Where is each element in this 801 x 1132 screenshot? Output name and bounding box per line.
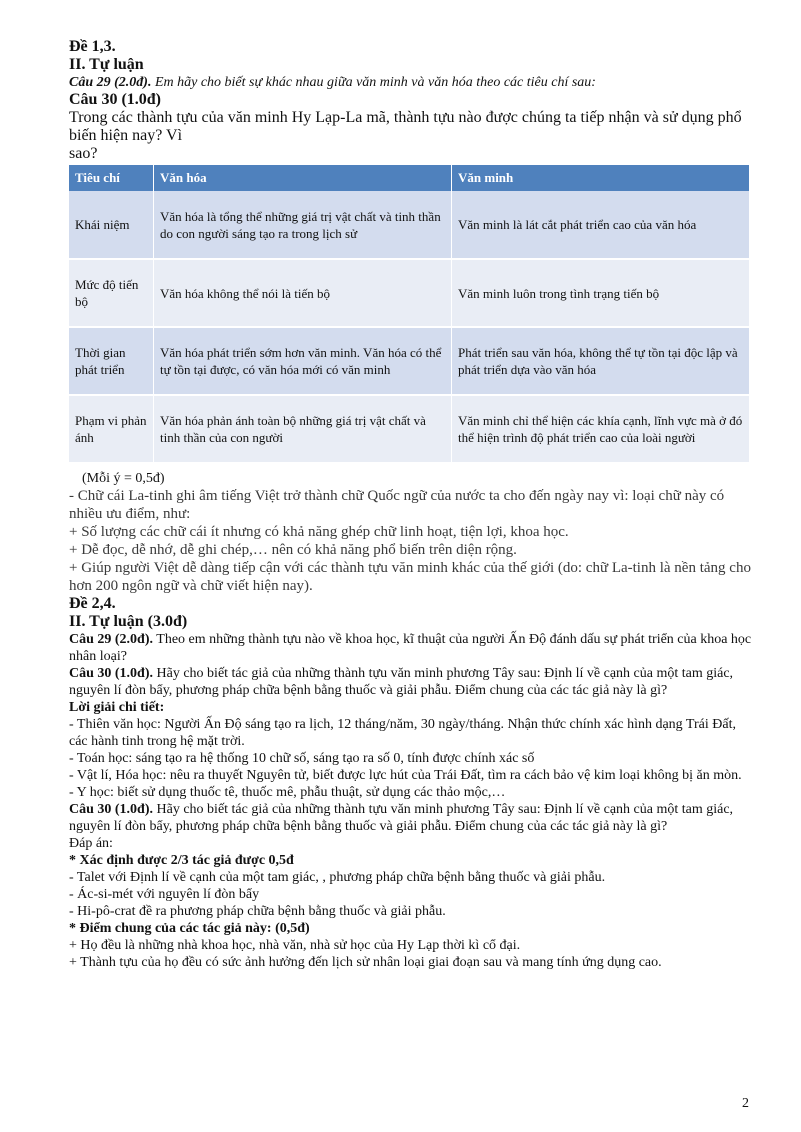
question-29-label: Câu 29 (2.0đ). [69,75,152,90]
answer-point: + Số lượng các chữ cái ít nhưng có khả năng ghép chữ linh hoạt, tiện lợi, khoa học. [69,524,569,540]
table-header-criteria: Tiêu chí [69,165,154,191]
answer-point: - Hi-pô-crat đề ra phương pháp chữa bệnh bằng thuốc và giải phẫu. [69,904,446,919]
table-cell: Văn hóa là tổng thể những giá trị vật chất và tinh thần do con người sáng tạo ra trong lịch sử [154,191,452,259]
table-cell: Văn hóa phản ánh toàn bộ những giá trị vật chất và tinh thần của con người [154,395,452,463]
question-29-text: Em hãy cho biết sự khác nhau giữa văn minh và văn hóa theo các tiêu chí sau: [151,75,596,90]
solution-point: - Y học: biết sử dụng thuốc tê, thuốc mê, phẫu thuật, sử dụng các thảo mộc,… [69,785,506,800]
answer-point: - Ác-si-mét với nguyên lí đòn bẩy [69,887,260,902]
answer-point: + Dễ đọc, dễ nhớ, dễ ghi chép,… nên có khả năng phổ biến trên diện rộng. [69,542,517,558]
solution-point: - Toán học: sáng tạo ra hệ thống 10 chữ số, sáng tạo ra số 0, tính được chính xác số [69,751,535,766]
table-cell: Phạm vi phản ánh [69,395,154,463]
score-note: (Mỗi ý = 0,5đ) [82,471,165,486]
table-cell: Văn minh chỉ thể hiện các khía cạnh, lĩnh vực mà ở đó thể hiện trình độ phát triển cao của loài người [452,395,750,463]
answer-point: + Thành tựu của họ đều có sức ảnh hưởng đến lịch sử nhân loại giai đoạn sau và mang tính ứng dụng cao. [69,955,662,970]
question-30-repeat [69,801,752,835]
exam-title-de1: Đề 1,3. [69,38,116,55]
section-heading-de1: II. Tự luận [69,56,144,73]
answer-point: - Talet với Định lí về cạnh của một tam giác, , phương pháp chữa bệnh bằng thuốc và giải phẫu. [69,870,606,885]
question-30-text-de1: Trong các thành tựu của văn minh Hy Lạp-La mã, thành tựu nào được chúng ta tiếp nhận và sử dụng phổ biến hiện nay? Vì [69,109,742,144]
question-29-de2 [69,631,752,665]
question-29-de1 [69,74,752,91]
question-30-label-de1: Câu 30 (1.0đ) [69,91,162,108]
table-header-civilization: Văn minh [452,165,750,191]
table-header-culture: Văn hóa [154,165,452,191]
page-number: 2 [742,1096,749,1111]
question-29-label: Câu 29 (2.0đ). [69,632,154,647]
table-row [69,395,750,463]
answer-point: + Họ đều là những nhà khoa học, nhà văn, nhà sử học của Hy Lạp thời kì cổ đại. [69,938,521,953]
exam-title-de2: Đề 2,4. [69,595,116,612]
question-30-label: Câu 30 (1.0đ). [69,802,154,817]
answer-criterion-heading: * Xác định được 2/3 tác giả được 0,5đ [69,853,294,868]
answer-paragraph: - Chữ cái La-tinh ghi âm tiếng Việt trở thành chữ Quốc ngữ của nước ta cho đến ngày nay vì: loại chữ này có nhiều ưu điểm, như: [69,488,725,522]
table-cell: Mức độ tiến bộ [69,259,154,327]
question-29-text: Theo em những thành tựu nào về khoa học, kĩ thuật của người Ấn Độ đánh dấu sự phát triển của khoa học nhân loại? [69,632,752,664]
table-cell: Khái niệm [69,191,154,259]
question-30-label: Câu 30 (1.0đ). [69,666,154,681]
solution-heading: Lời giải chi tiết: [69,700,165,715]
question-30-text: Hãy cho biết tác giả của những thành tựu văn minh phương Tây sau: Định lí về cạnh của một tam giác, nguyên lí đòn bẩy, phương pháp chữa bệnh bằng thuốc và giải phẫu. Điểm chung của các tác giả này là gì? [69,666,734,698]
table-row [69,327,750,395]
comparison-table [69,165,750,464]
table-cell: Văn hóa phát triển sớm hơn văn minh. Văn hóa có thể tự tồn tại được, có văn hóa mới có văn minh [154,327,452,395]
question-30-de2 [69,665,752,699]
table-header-row [69,165,750,191]
table-row [69,191,750,259]
solution-point: - Vật lí, Hóa học: nêu ra thuyết Nguyên tử, biết được lực hút của Trái Đất, tìm ra cách bảo vệ kim loại không bị ăn mòn. [69,768,742,783]
section-heading-de2: II. Tự luận (3.0đ) [69,613,188,630]
table-cell: Văn minh là lát cắt phát triển cao của văn hóa [452,191,750,259]
question-30-text: Hãy cho biết tác giả của những thành tựu văn minh phương Tây sau: Định lí về cạnh của một tam giác, nguyên lí đòn bẩy, phương pháp chữa bệnh bằng thuốc và giải phẫu. Điểm chung của các tác giả này là gì? [69,802,734,834]
question-30-text-end: sao? [69,145,98,162]
table-cell: Phát triển sau văn hóa, không thể tự tồn tại độc lập và phát triển dựa vào văn hóa [452,327,750,395]
table-cell: Thời gian phát triển [69,327,154,395]
document-page [69,38,752,971]
solution-point: - Thiên văn học: Người Ấn Độ sáng tạo ra lịch, 12 tháng/năm, 30 ngày/tháng. Nhận thức chính xác hình dạng Trái Đất, các hành tinh trong hệ mặt trời. [69,717,736,749]
answer-point: + Giúp người Việt dễ dàng tiếp cận với các thành tựu văn minh khác của thế giới (do: chữ La-tinh là nền tảng cho hơn 200 ngôn ngữ và chữ viết hiện nay). [69,560,751,594]
table-cell: Văn hóa không thể nói là tiến bộ [154,259,452,327]
table-row [69,259,750,327]
table-cell: Văn minh luôn trong tình trạng tiến bộ [452,259,750,327]
answer-criterion-heading: * Điểm chung của các tác giả này: (0,5đ) [69,921,310,936]
answer-label: Đáp án: [69,836,113,851]
